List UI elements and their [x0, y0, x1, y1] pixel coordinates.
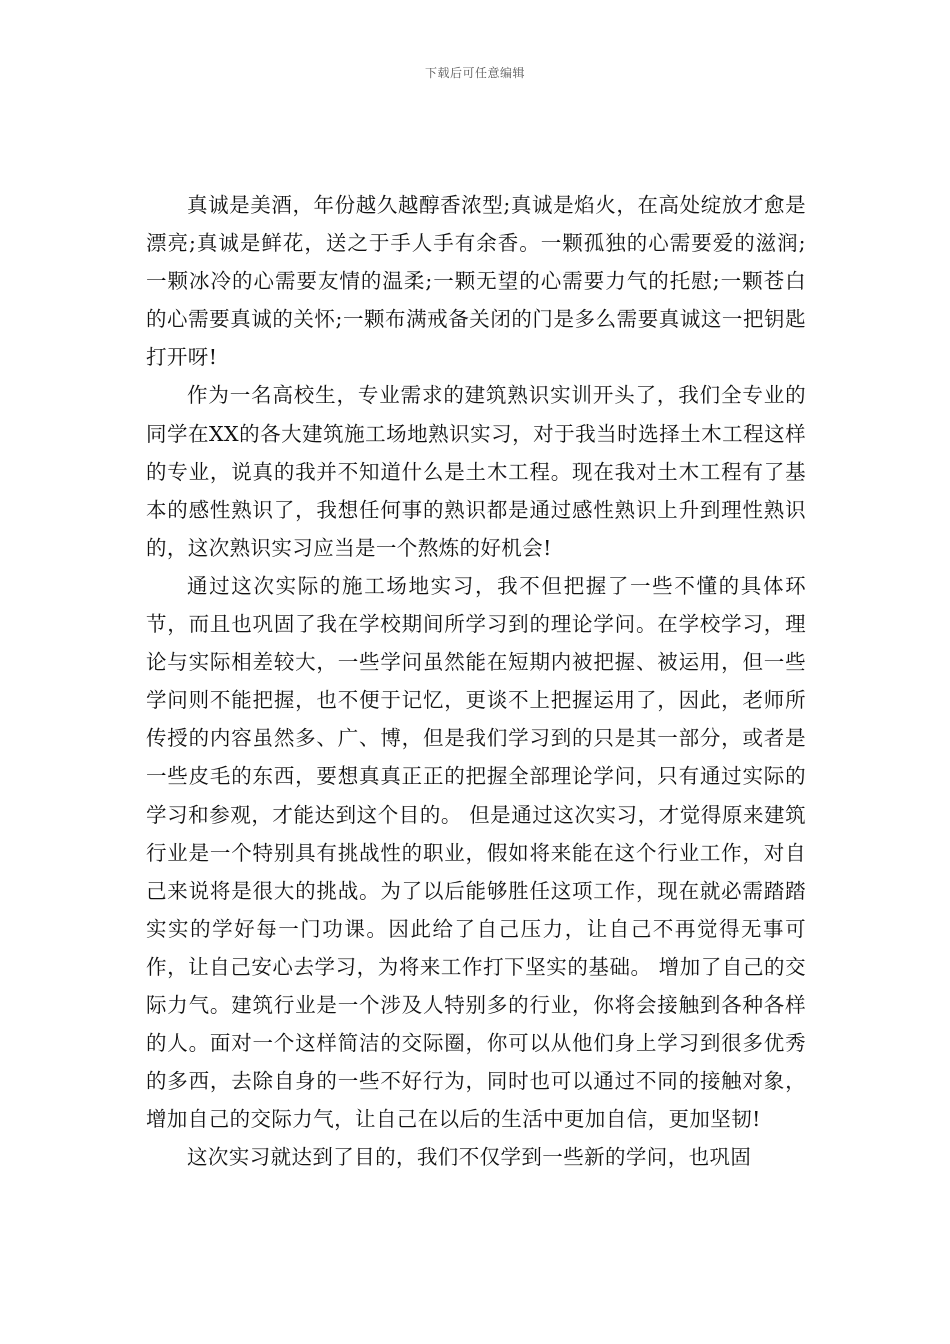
paragraph-2: 作为一名高校生，专业需求的建筑熟识实训开头了，我们全专业的同学在XX的各大建筑施工场地熟识实习，对于我当时选择土木工程这样的专业，说真的我并不知道什么是土木工程。现在我对土木工程有了基本的感性熟识了，我想任何事的熟识都是通过感性熟识上升到理性熟识的，这次熟识实习应当是一个熬炼的好机会! [146, 383, 806, 560]
header-note: 下载后可任意编辑 [424, 66, 525, 80]
paragraph-1: 真诚是美酒，年份越久越醇香浓型;真诚是焰火，在高处绽放才愈是漂亮;真诚是鲜花，送之于手人手有余香。一颗孤独的心需要爱的滋润;一颗冰冷的心需要友情的温柔;一颗无望的心需要力气的托慰;一颗苍白的心需要真诚的关怀;一颗布满戒备关闭的门是多么需要真诚这一把钥匙打开呀! [146, 193, 806, 370]
paragraph-3: 通过这次实际的施工场地实习，我不但把握了一些不懂的具体环节，而且也巩固了我在学校期间所学习到的理论学问。在学校学习，理论与实际相差较大，一些学问虽然能在短期内被把握、被运用，但一些学问则不能把握，也不便于记忆，更谈不上把握运用了，因此，老师所传授的内容虽然多、广、博，但是我们学习到的只是其一部分，或者是一些皮毛的东西，要想真真正正的把握全部理论学问，只有通过实际的学习和参观，才能达到这个目的。 但是通过这次实习，才觉得原来建筑行业是一个特别具有挑战性的职业，假如将来能在这个行业工作，对自己来说将是很大的挑战。为了以后能够胜任这项工作，现在就必需踏踏实实的学好每一门功课。因此给了自己压力，让自己不再觉得无事可作，让自己安心去学习，为将来工作打下坚实的基础。 增加了自己的交际力气。建筑行业是一个涉及人特别多的行业，你将会接触到各种各样的人。面对一个这样简洁的交际圈，你可以从他们身上学习到很多优秀的多西，去除自身的一些不好行为，同时也可以通过不同的接触对象，增加自己的交际力气，让自己在以后的生活中更加自信，更加坚韧! [146, 573, 806, 1132]
document-body [146, 186, 806, 1176]
paragraph-4: 这次实习就达到了目的，我们不仅学到一些新的学问，也巩固 [187, 1145, 752, 1170]
